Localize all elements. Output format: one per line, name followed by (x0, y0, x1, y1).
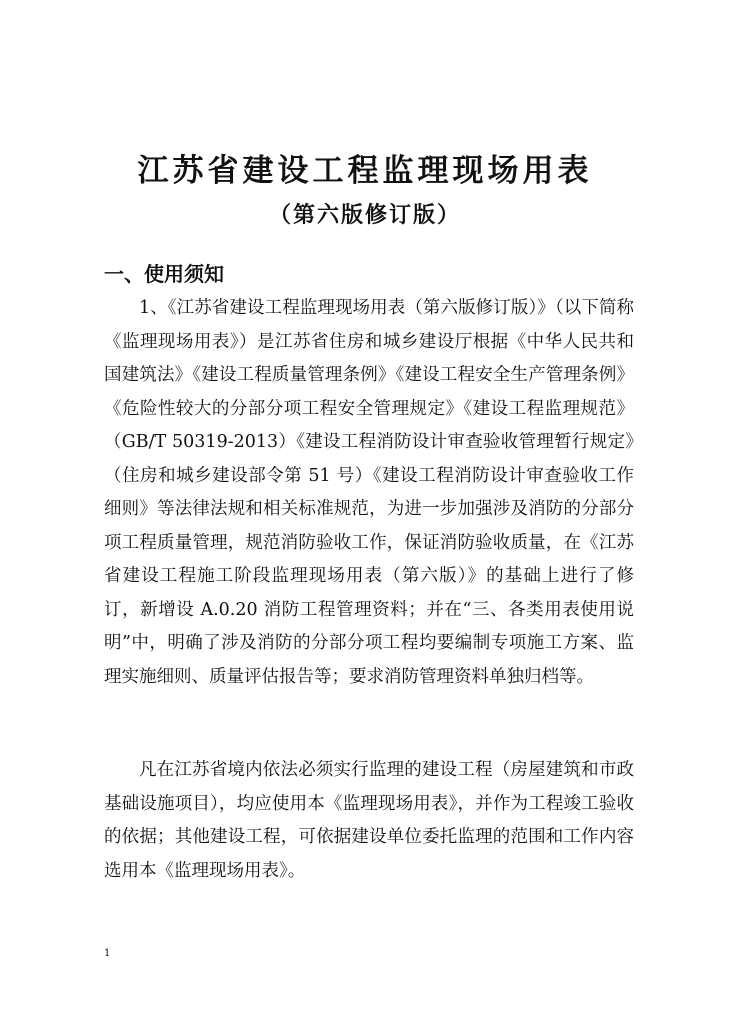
document-title: 江苏省建设工程监理现场用表 (137, 153, 593, 189)
body-paragraph: 凡在江苏省境内依法必须实行监理的建设工程（房屋建筑和市政基础设施项目），均应使用本《监理现场用表》，并作为工程竣工验收的依据；其他建设工程，可依据建设单位委托监理的范围和工作内容选用本《监理现场用表》。 (104, 760, 634, 881)
page-number: 1 (104, 948, 111, 959)
section-heading: 一、使用须知 (104, 262, 224, 286)
document-subtitle: （第六版修订版） (268, 203, 461, 228)
body-paragraph: 1、《江苏省建设工程监理现场用表（第六版修订版）》（以下简称《监理现场用表》）是江苏省住房和城乡建设厅根据《中华人民共和国建筑法》《建设工程质量管理条例》《建设工程安全生产管理条例》《危险性较大的分部分项工程安全管理规定》《建设工程监理规范》（GB/T 50319-2013）《建设工程消防设计审查验收管理暂行规定》（住房和城乡建设部令第 51 号）《建设工程消防设计审查验收工作细则》等法律法规和相关标准规范，为进一步加强涉及消防的分部分项工程质量管理，规范消防验收工作，保证消防验收质量，在《江苏省建设工程施工阶段监理现场用表（第六版）》的基础上进行了修订，新增设 A.0.20 消防工程管理资料；并在“三、各类用表使用说明”中，明确了涉及消防的分部分项工程均要编制专项施工方案、监理实施细则、质量评估报告等；要求消防管理资料单独归档等。 (104, 298, 634, 687)
